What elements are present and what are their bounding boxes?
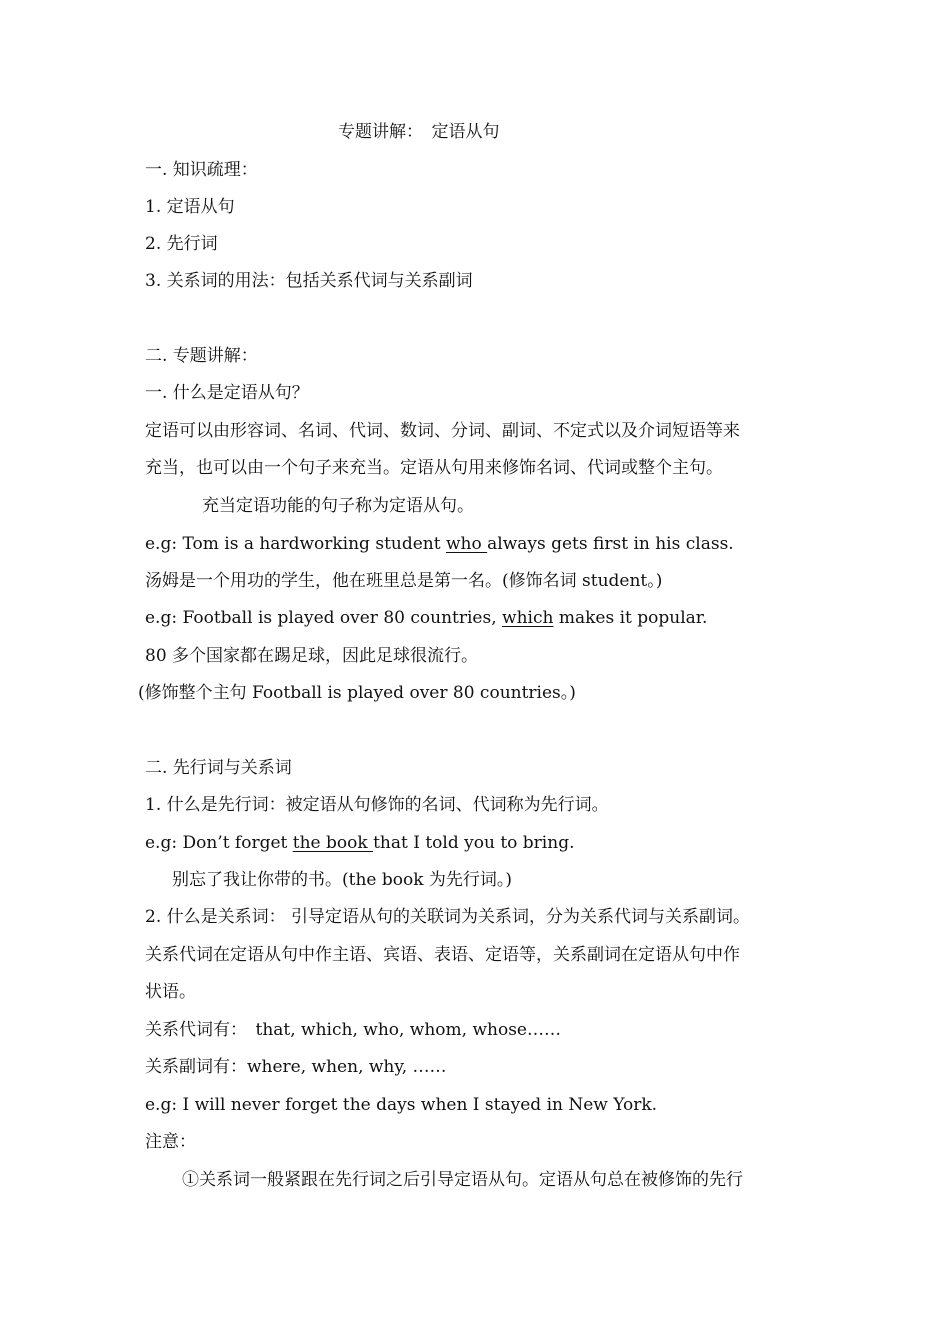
paragraph-line: 充当，也可以由一个句子来充当。定语从句用来修饰名词、代词或整个主句。 — [145, 458, 723, 478]
subsection-heading-antecedent: 二. 先行词与关系词 — [145, 758, 292, 778]
example-translation: 别忘了我让你带的书。(the book 为先行词。) — [172, 870, 513, 890]
subsection-heading-what-is: 一. 什么是定语从句？ — [145, 383, 309, 403]
list-item: 2. 先行词 — [145, 234, 218, 254]
example-note: (修饰整个主句 Football is played over 80 countries。) — [138, 683, 576, 703]
list-item: 1. 什么是先行词：被定语从句修饰的名词、代词称为先行词。 — [145, 795, 609, 815]
list-item: 3. 关系词的用法：包括关系代词与关系副词 — [145, 271, 473, 291]
relative-word-underlined: who — [445, 534, 488, 554]
paragraph-line: 充当定语功能的句子称为定语从句。 — [202, 496, 474, 516]
example-translation: 80 多个国家都在踢足球，因此足球很流行。 — [145, 646, 479, 666]
relative-adverbs-list: 关系副词有：where, when, why, …… — [145, 1057, 447, 1077]
section-heading-lecture: 二. 专题讲解： — [145, 346, 258, 366]
example-sentence: e.g: Football is played over 80 countries, which makes it popular. — [145, 608, 708, 628]
paragraph-line: 定语可以由形容词、名词、代词、数词、分词、副词、不定式以及介词短语等来 — [145, 421, 740, 441]
paragraph-line: 关系代词在定语从句中作主语、宾语、表语、定语等，关系副词在定语从句中作 — [145, 945, 740, 965]
section-heading-knowledge: 一. 知识疏理： — [145, 160, 258, 180]
list-item: 2. 什么是关系词： 引导定语从句的关联词为关系词，分为关系代词与关系副词。 — [145, 907, 751, 927]
paragraph-line: 状语。 — [145, 982, 196, 1002]
example-translation: 汤姆是一个用功的学生，他在班里总是第一名。(修饰名词 student。) — [145, 571, 663, 591]
note-item: ①关系词一般紧跟在先行词之后引导定语从句。定语从句总在被修饰的先行 — [182, 1170, 743, 1190]
relative-word-underlined: which — [502, 608, 554, 628]
page-title: 专题讲解： 定语从句 — [338, 122, 500, 142]
relative-pronouns-list: 关系代词有： that, which, who, whom, whose…… — [145, 1020, 561, 1040]
note-heading: 注意： — [145, 1132, 196, 1152]
example-sentence: e.g: Tom is a hardworking student who always gets first in his class. — [145, 534, 734, 554]
example-sentence: e.g: Don’t forget the book that I told you to bring. — [145, 833, 575, 853]
antecedent-underlined: the book — [292, 833, 374, 853]
example-sentence: e.g: I will never forget the days when I stayed in New York. — [145, 1095, 658, 1115]
list-item: 1. 定语从句 — [145, 197, 235, 217]
